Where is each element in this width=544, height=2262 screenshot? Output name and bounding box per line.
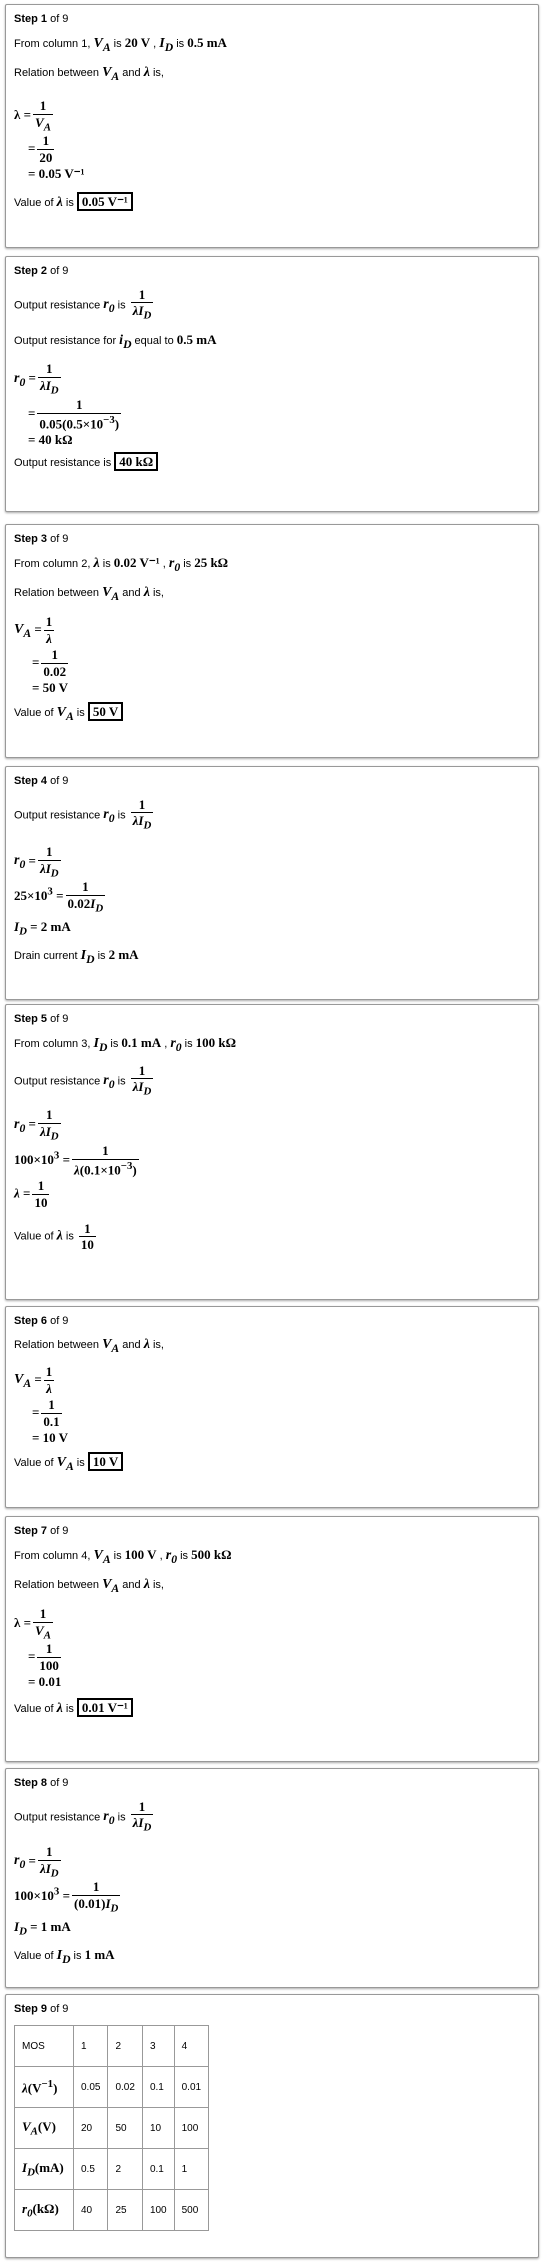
- equation: λ = $\frac{1}{V_A}$ = $\frac{1}{20}$ = 0.05 V⁻¹: [14, 97, 85, 182]
- step-title: Step 4 of 9: [14, 775, 69, 787]
- boxed-answer: 40 kΩ: [114, 452, 158, 471]
- boxed-answer: 0.05 V⁻¹: [77, 192, 133, 211]
- step-result: Output resistance is 40 kΩ: [14, 454, 530, 471]
- equation: $r_0$ = $\frac{1}{\lambda I_D}$ $100\times 10^3$ = $\frac{1}{(0.01)I_D}$ $I_D = 1$ mA: [14, 1843, 119, 1938]
- step-text: Output resistance $r_0$ is $\frac{1}{\lambda I_D}$: [14, 1062, 152, 1098]
- step-3-card: [5, 524, 539, 758]
- step-text: Relation between $V_A$ and λ is,: [14, 584, 164, 603]
- step-1-card: [5, 4, 539, 248]
- step-4-card: [5, 766, 539, 1000]
- step-8-card: [5, 1768, 539, 1988]
- step-7-card: [5, 1516, 539, 1762]
- step-text: From column 3, $I_D$ is 0.1 mA , $r_0$ is 100 kΩ: [14, 1035, 237, 1054]
- step-text: Relation between $V_A$ and λ is,: [14, 64, 164, 83]
- step-text: Output resistance $r_0$ is $\frac{1}{\lambda I_D}$: [14, 797, 152, 832]
- step-result: Value of λ is $\frac{1}{10}$: [14, 1221, 94, 1253]
- step-text: Output resistance $r_0$ is $\frac{1}{\lambda I_D}$: [14, 1799, 152, 1834]
- step-5-card: [5, 1004, 539, 1300]
- step-title: Step 1 of 9: [14, 13, 69, 25]
- equation: $r_0$ = $\frac{1}{\lambda I_D}$ = $\frac{1}{0.05(0.5\times 10^{-3})}$ = 40 kΩ: [14, 361, 120, 448]
- step-text: From column 2, λ is 0.02 V⁻¹ , $r_0$ is 25 kΩ: [14, 555, 229, 574]
- step-title: Step 8 of 9: [14, 1777, 69, 1789]
- step-title: Step 9 of 9: [14, 2003, 69, 2015]
- table-header-row: MOS 1 2 3 4: [15, 2026, 209, 2067]
- step-result: Value of $V_A$ is 50 V: [14, 704, 530, 724]
- equation: λ = $\frac{1}{V_A}$ = $\frac{1}{100}$ = 0.01: [14, 1605, 62, 1690]
- step-title: Step 6 of 9: [14, 1315, 69, 1327]
- step-2-card: [5, 256, 539, 512]
- equation: $r_0$ = $\frac{1}{\lambda I_D}$ $100\times 10^3$ = $\frac{1}{\lambda(0.1\times 10^{-3})}$ λ = $\frac{1}{10}$: [14, 1107, 137, 1211]
- step-text: Relation between $V_A$ and λ is,: [14, 1337, 164, 1355]
- step-text: Output resistance $r_0$ is $\frac{1}{\lambda I_D}$: [14, 287, 152, 322]
- step-6-card: [5, 1306, 539, 1508]
- table-row: $V_A(V)$ 20 50 10 100: [15, 2108, 209, 2149]
- boxed-answer: 10 V: [88, 1452, 123, 1471]
- step-text: Relation between $V_A$ and λ is,: [14, 1576, 164, 1595]
- equation: $V_A$ = $\frac{1}{\lambda}$ = $\frac{1}{0.02}$ = 50 V: [14, 613, 69, 695]
- step-title: Step 2 of 9: [14, 265, 69, 277]
- step-result: Drain current $I_D$ is 2 mA: [14, 947, 139, 967]
- boxed-answer: 50 V: [88, 702, 123, 721]
- table-row: $\lambda(V^{-1})$ 0.05 0.02 0.1 0.01: [15, 2067, 209, 2108]
- boxed-answer: 0.01 V⁻¹: [77, 1698, 133, 1717]
- step-title: Step 3 of 9: [14, 533, 69, 545]
- table-row: $r_0(k\Omega)$ 40 25 100 500: [15, 2190, 209, 2231]
- step-result: Value of $V_A$ is 10 V: [14, 1454, 530, 1474]
- equation: $r_0$ = $\frac{1}{\lambda I_D}$ $25\times 10^3$ = $\frac{1}{0.02I_D}$ $I_D = 2$ mA: [14, 843, 104, 938]
- table-row: $I_D(mA)$ 0.5 2 0.1 1: [15, 2149, 209, 2190]
- equation: $V_A$ = $\frac{1}{\lambda}$ = $\frac{1}{0.1}$ = 10 V: [14, 1363, 69, 1445]
- step-9-card: [5, 1994, 539, 2258]
- summary-table: [14, 2025, 209, 2231]
- step-text: From column 4, $V_A$ is 100 V , $r_0$ is 500 kΩ: [14, 1547, 232, 1566]
- step-result: Value of λ is 0.05 V⁻¹: [14, 194, 530, 211]
- step-result: Value of λ is 0.01 V⁻¹: [14, 1700, 530, 1717]
- step-result: Value of $I_D$ is 1 mA: [14, 1947, 115, 1967]
- step-title: Step 7 of 9: [14, 1525, 69, 1537]
- step-title: Step 5 of 9: [14, 1013, 69, 1025]
- step-text: From column 1, $V_A$ is 20 V , $I_D$ is 0.5 mA: [14, 35, 227, 54]
- step-text: Output resistance for $i_D$ equal to 0.5 mA: [14, 331, 217, 351]
